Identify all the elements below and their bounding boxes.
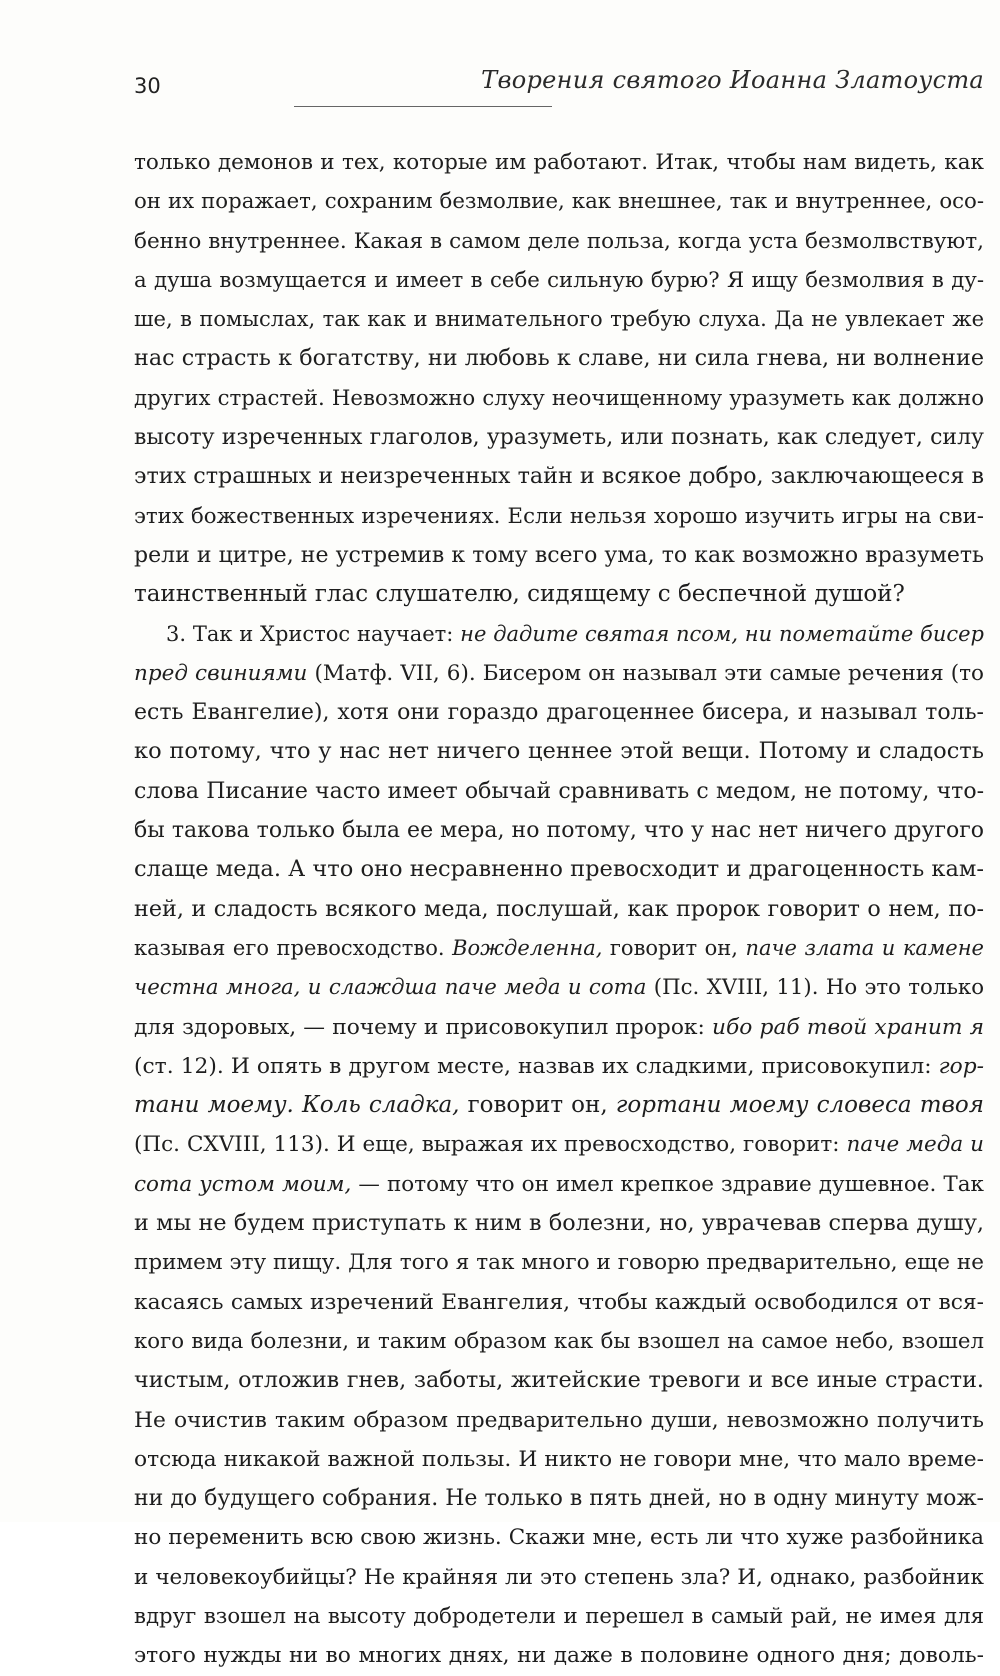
text-run: для здоровых, — почему и присовокупил пророк: <box>134 1014 712 1040</box>
text-run: (ст. 12). И опять в другом месте, назвав их сладкими, присовокупил: <box>134 1053 939 1079</box>
page-header <box>134 62 984 102</box>
text-run: (Матф. VII, 6). Бисером он называл эти самые речения (то <box>307 660 984 686</box>
text-line: ко потому, что у нас нет ничего ценнее этой вещи. Потому и сладость <box>134 738 984 765</box>
text-run: (Пс. CXVIII, 113). И еще, выражая их превосходство, говорит: <box>134 1132 847 1158</box>
text-line: таинственный глас слушателю, сидящему с беспечной душой? <box>134 581 905 608</box>
text-line: других страстей. Невозможно слуху неочищенному уразуметь как должно <box>134 385 984 411</box>
text-run: (Пс. XVIII, 11). Но это только <box>646 975 984 1001</box>
text-line: отсюда никакой важной пользы. И никто не говори мне, что мало време- <box>134 1446 984 1472</box>
body-text <box>134 143 984 1676</box>
scripture-quote: гор- <box>938 1053 984 1079</box>
text-line: этих божественных изречениях. Если нельзя хорошо изучить игры на сви- <box>134 503 984 529</box>
text-line: ни до будущего собрания. Не только в пять дней, но в одну минуту мож- <box>134 1486 984 1512</box>
scripture-quote: паче злата и камене <box>745 935 984 960</box>
text-line: кого вида болезни, и таким образом как бы взошел на самое небо, взошел <box>134 1328 984 1354</box>
text-run: 3. Так и Христос научает: <box>166 621 461 646</box>
text-run: — потому что он имел крепкое здравие душевное. Так <box>351 1171 984 1197</box>
text-line <box>134 1008 984 1047</box>
text-line: слова Писание часто имеет обычай сравнивать с медом, не потому, что- <box>134 778 984 804</box>
scripture-quote: не дадите святая псом, ни пометайте бисер <box>460 621 984 646</box>
text-line: и человекоубийцы? Не крайняя ли это степень зла? И, однако, разбойник <box>134 1564 984 1590</box>
text-line: этого нужды ни во многих днях, ни даже в половине одного дня; доволь- <box>134 1643 984 1669</box>
running-title: Творения святого Иоанна Златоуста <box>481 66 984 94</box>
scripture-quote: пред свиниями <box>134 660 308 686</box>
text-line <box>134 654 984 693</box>
header-rule <box>294 106 552 107</box>
text-line: этих страшных и неизреченных тайн и всякое добро, заключающееся в <box>134 463 984 490</box>
text-line: бенно внутреннее. Какая в самом деле польза, когда уста безмолвствуют, <box>134 228 984 254</box>
text-line: и мы не будем приступать к ним в болезни, но, уврачевав сперва душу, <box>134 1210 984 1237</box>
text-line: а душа возмущается и имеет в себе сильную бурю? Я ищу безмолвия в ду- <box>134 267 984 293</box>
text-line <box>134 615 984 654</box>
text-line: чистым, отложив гнев, заботы, житейские тревоги и все иные страсти. <box>134 1367 984 1394</box>
text-line: высоту изреченных глаголов, уразуметь, или познать, как следует, силу <box>134 425 984 451</box>
paragraph-1 <box>134 143 984 615</box>
scripture-quote: ибо раб твой хранит я <box>712 1014 984 1040</box>
paragraph-2 <box>134 615 984 1676</box>
text-line: бы такова только была ее мера, но потому, что у нас нет ничего другого <box>134 818 984 844</box>
text-line <box>134 1086 984 1125</box>
scripture-quote: тани моему. Коль сладка, <box>134 1092 460 1119</box>
text-run: говорит он, <box>459 1092 616 1119</box>
scripture-quote: Вожделенна, <box>452 935 603 960</box>
text-line: слаще меда. А что оно несравненно превосходит и драгоценность кам- <box>134 856 984 883</box>
text-line: есть Евангелие), хотя они гораздо драгоценнее бисера, и называл толь- <box>134 700 984 726</box>
text-line: рели и цитре, не устремив к тому всего ума, то как возможно вразуметь <box>134 542 984 568</box>
text-line: Не очистив таким образом предварительно души, невозможно получить <box>134 1407 984 1433</box>
text-run: казывая его превосходство. <box>134 935 453 960</box>
text-line <box>134 1047 984 1086</box>
scripture-quote: честна многа, и слаждша паче меда и сота <box>134 975 647 1001</box>
text-line <box>134 1125 984 1164</box>
text-line: ше, в помыслах, так как и внимательного требую слуха. Да не увлекает же <box>134 307 984 332</box>
text-line: примем эту пищу. Для того я так много и говорю предварительно, еще не <box>134 1250 984 1276</box>
page-number: 30 <box>134 74 161 98</box>
text-line <box>134 968 984 1007</box>
text-line: вдруг взошел на высоту добродетели и перешел в самый рай, не имея для <box>134 1603 984 1629</box>
scripture-quote: паче меда и <box>846 1132 984 1158</box>
text-line: касаясь самых изречений Евангелия, чтобы каждый освободился от вся- <box>134 1289 984 1315</box>
text-line <box>134 1165 984 1204</box>
text-line: нас страсть к богатству, ни любовь к славе, ни сила гнева, ни волнение <box>134 345 984 372</box>
scripture-quote: гортани моему словеса твоя <box>615 1092 984 1119</box>
text-line: ней, и сладость всякого меда, послушай, как пророк говорит о нем, по- <box>134 895 984 922</box>
text-line: только демонов и тех, которые им работают. Итак, чтобы нам видеть, как <box>134 150 984 175</box>
text-line: но переменить всю свою жизнь. Скажи мне, есть ли что хуже разбойника <box>134 1525 984 1551</box>
text-line: он их поражает, сохраним безмолвие, как внешнее, так и внутреннее, осо- <box>134 189 984 215</box>
scripture-quote: сота устом моим, <box>134 1171 352 1197</box>
text-run: говорит он, <box>602 935 746 960</box>
text-line <box>134 929 984 968</box>
